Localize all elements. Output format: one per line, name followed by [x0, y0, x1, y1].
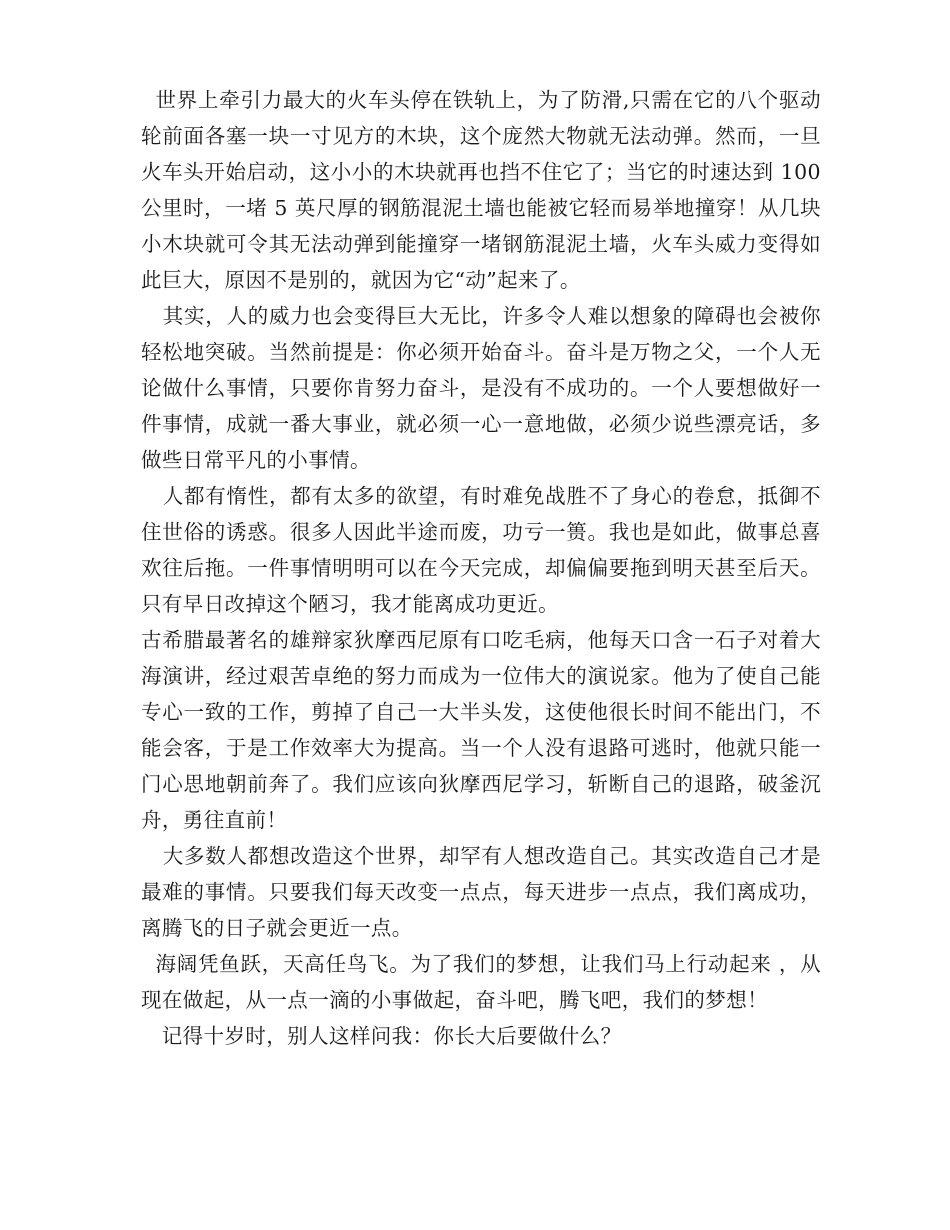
- paragraph-change-self: 大多数人都想改造这个世界，却罕有人想改造自己。其实改造自己才是最难的事情。只要我们每天改变一点点，每天进步一点点，我们离成功，离腾飞的日子就会更近一点。: [141, 844, 821, 940]
- paragraph-locomotive: 世界上牵引力最大的火车头停在铁轨上，为了防滑,只需在它的八个驱动轮前面各塞一块一寸见方的木块，这个庞然大物就无法动弹。然而，一旦火车头开始启动，这小小的木块就再也挡不住它了；当它的时速达到 100 公里时，一堵 5 英尺厚的钢筋混泥土墙也能被它轻而易举地撞穿！从几块小木块就可令其无法动弹到能撞穿一堵钢筋混泥土墙，火车头威力变得如此巨大，原因不是别的，就因为它“动”起来了。: [141, 88, 828, 292]
- paragraph-struggle: 其实，人的威力也会变得巨大无比，许多令人难以想象的障碍也会被你轻松地突破。当然前提是：你必须开始奋斗。奋斗是万物之父，一个人无论做什么事情，只要你肯努力奋斗，是没有不成功的。一个人要想做好一件事情，成就一番大事业，就必须一心一意地做，必须少说些漂亮话，多做些日常平凡的小事情。: [141, 304, 821, 472]
- paragraph-laziness: 人都有惰性，都有太多的欲望，有时难免战胜不了身心的卷怠，抵御不住世俗的诱惑。很多人因此半途而废，功亏一篑。我也是如此，做事总喜欢往后拖。一件事情明明可以在今天完成，却偏偏要拖到明天甚至后天。只有早日改掉这个陋习，我才能离成功更近。: [141, 484, 821, 616]
- paragraph-demosthenes: 古希腊最著名的雄辩家狄摩西尼原有口吃毛病，他每天口含一石子对着大海演讲，经过艰苦卓绝的努力而成为一位伟大的演说家。他为了使自己能专心一致的工作，剪掉了自己一大半头发，这使他很长时间不能出门，不能会客，于是工作效率大为提高。当一个人没有退路可逃时，他就只能一门心思地朝前奔了。我们应该向狄摩西尼学习，斩断自己的退路，破釜沉舟，勇往直前！: [141, 628, 821, 832]
- document-body: [141, 82, 828, 1054]
- paragraph-ten-years-old: 记得十岁时，别人这样问我：你长大后要做什么？: [141, 1024, 622, 1048]
- paragraph-dream: 海阔凭鱼跃，天高任鸟飞。为了我们的梦想，让我们马上行动起来 ，从现在做起，从一点一滴的小事做起，奋斗吧，腾飞吧，我们的梦想！: [141, 952, 821, 1012]
